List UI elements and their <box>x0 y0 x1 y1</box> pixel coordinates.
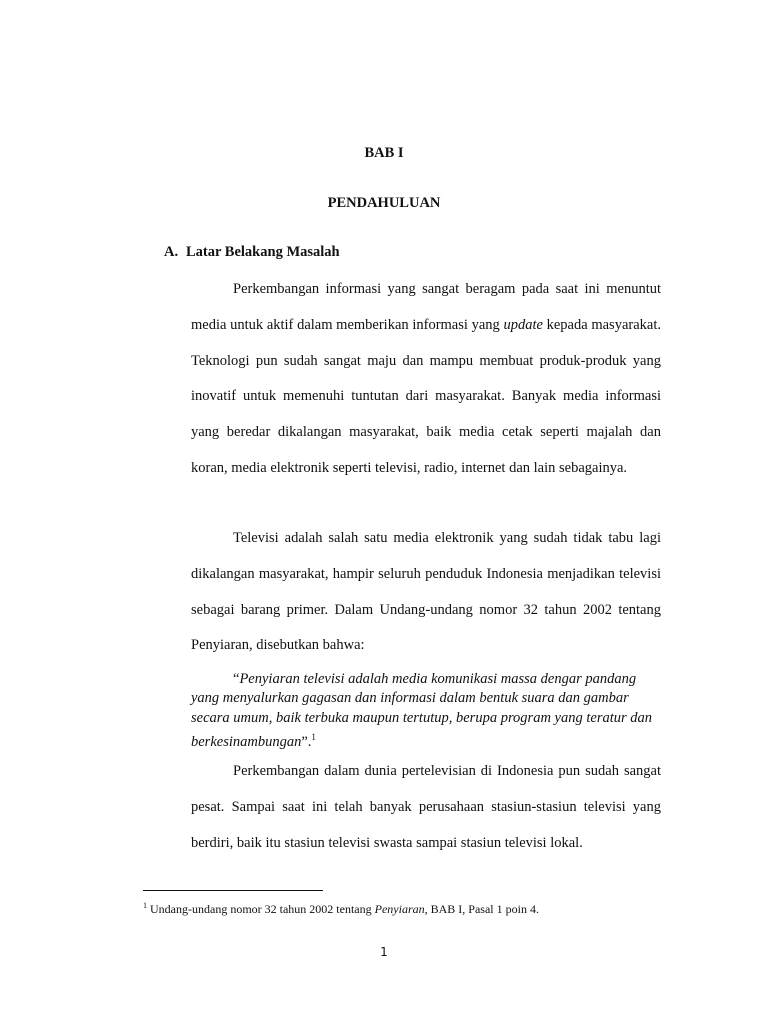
paragraph-1 <box>191 272 661 487</box>
footnote-text-a: Undang-undang nomor 32 tahun 2002 tentang <box>147 902 375 916</box>
section-title: Latar Belakang Masalah <box>186 244 340 260</box>
footnote <box>143 898 663 917</box>
footnote-text-b: , BAB I, Pasal 1 poin 4. <box>424 902 539 916</box>
paragraph-1-text-b: kepada masyarakat. Teknologi pun sudah sangat maju dan mampu membuat produk-produk yang inovatif untuk memenuhi tuntutan dari masyarakat. Banyak media informasi yang beredar dikalangan masyarakat, baik media cetak seperti majalah dan koran, media elektronik seperti televisi, radio, internet dan lain sebagainya. <box>191 316 661 476</box>
chapter-title: PENDAHULUAN <box>327 195 441 211</box>
footnote-reference: 1 <box>311 731 316 742</box>
quote-close-mark: ”. <box>301 733 312 750</box>
paragraph-1-italic-term: update <box>503 316 543 333</box>
paragraph-3: Perkembangan dalam dunia pertelevisian di Indonesia pun sudah sangat pesat. Sampai saat ini telah banyak perusahaan stasiun-stasiun televisi yang berdiri, baik itu stasiun televisi swasta sampai stasiun televisi lokal. <box>191 763 661 851</box>
quote-text: Penyiaran televisi adalah media komunikasi massa dengar pandang yang menyalurkan gagasan dan informasi dalam bentuk suara dan gambar secara umum, baik terbuka maupun tertutup, berupa program yang teratur dan berkesinambungan <box>191 671 653 750</box>
quote-open-mark: “ <box>233 671 240 687</box>
footnote-number: 1 <box>143 901 147 910</box>
footnote-divider <box>143 890 323 891</box>
section-letter: A. <box>164 244 179 260</box>
paragraph-1-text-a: Perkembangan informasi yang sangat beragam pada saat ini menuntut media untuk aktif dalam memberikan informasi yang <box>191 281 661 333</box>
page-number: 1 <box>380 945 388 959</box>
paragraph-2: Televisi adalah salah satu media elektronik yang sudah tidak tabu lagi dikalangan masyarakat, hampir seluruh penduduk Indonesia menjadikan televisi sebagai barang primer. Dalam Undang-undang nomor 32 tahun 2002 tentang Penyiaran, disebutkan bahwa: <box>191 530 661 654</box>
chapter-number: BAB I <box>364 145 404 161</box>
footnote-italic-term: Penyiaran <box>374 902 425 916</box>
legal-quote <box>191 670 661 752</box>
section-heading <box>164 244 340 261</box>
